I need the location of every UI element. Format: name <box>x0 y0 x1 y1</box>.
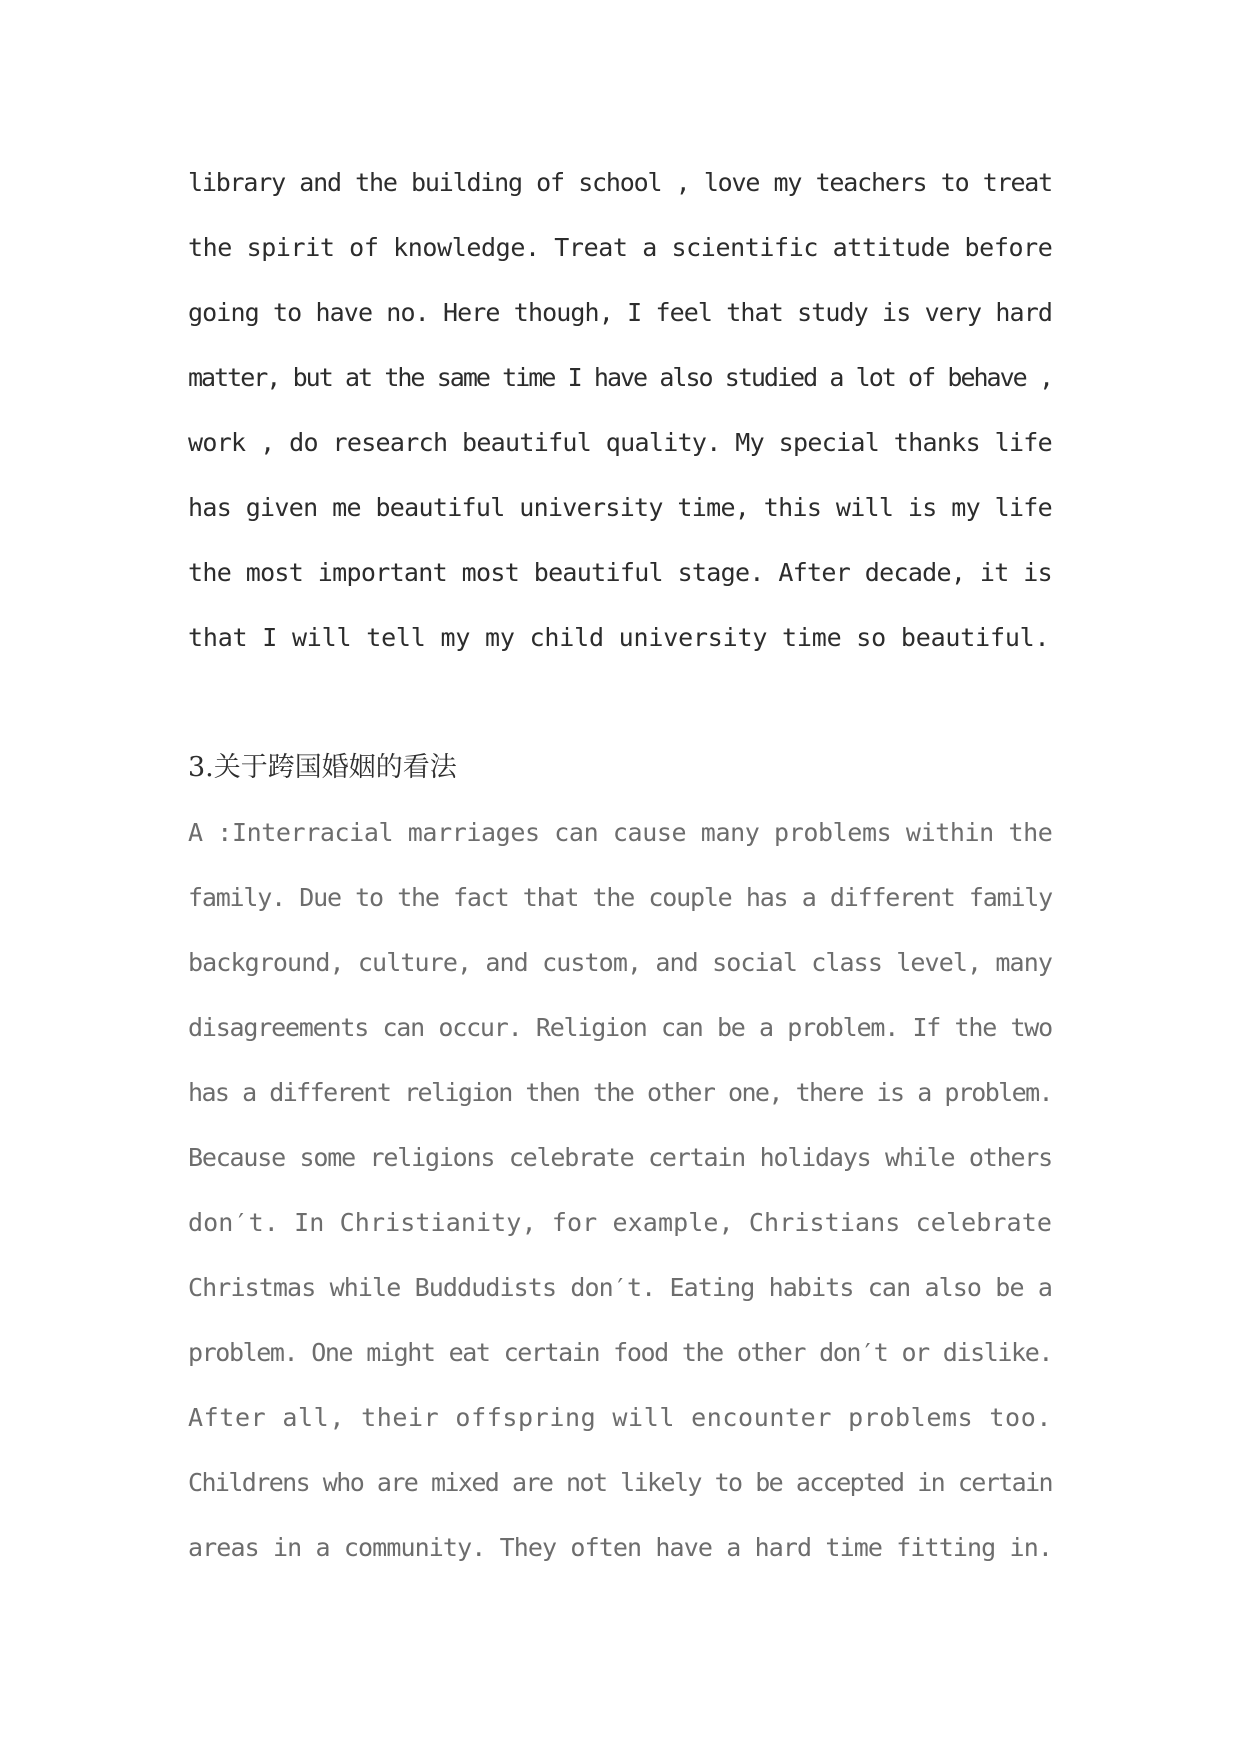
text-line: has a different religion then the other one, there is a problem. <box>188 1078 1052 1107</box>
text-line: family. Due to the fact that the couple has a different family <box>188 883 1052 912</box>
text-line: Because some religions celebrate certain holidays while others <box>188 1143 1052 1172</box>
paragraph-university-reflection <box>188 165 1052 685</box>
text-line: work , do research beautiful quality. My special thanks life <box>188 428 1052 457</box>
text-line: that I will tell my my child university time so beautiful. <box>188 623 1050 652</box>
text-line: don′t. In Christianity, for example, Christians celebrate <box>188 1208 1052 1237</box>
text-line: has given me beautiful university time, this will is my life <box>188 493 1052 522</box>
text-line: After all, their offspring will encounter problems too. <box>188 1403 1052 1432</box>
text-line: background, culture, and custom, and social class level, many <box>188 948 1052 977</box>
paragraph-interracial-marriage <box>188 815 1052 1595</box>
text-line: the most important most beautiful stage. After decade, it is <box>188 558 1052 587</box>
section-heading: 3.关于跨国婚姻的看法 <box>188 752 457 783</box>
text-line: going to have no. Here though, I feel that study is very hard <box>188 298 1052 327</box>
text-line: disagreements can occur. Religion can be a problem. If the two <box>188 1013 1052 1042</box>
text-line: library and the building of school , love my teachers to treat <box>188 168 1052 197</box>
text-line: areas in a community. They often have a hard time fitting in. <box>188 1533 1052 1562</box>
text-line: Christmas while Buddudists don′t. Eating habits can also be a <box>188 1273 1052 1302</box>
text-line: matter, but at the same time I have also studied a lot of behave , <box>188 363 1052 392</box>
text-line: A :Interracial marriages can cause many problems within the <box>188 818 1053 847</box>
text-line: problem. One might eat certain food the other don′t or dislike. <box>188 1338 1052 1367</box>
text-line: the spirit of knowledge. Treat a scientific attitude before <box>188 233 1053 262</box>
text-line: Childrens who are mixed are not likely to be accepted in certain <box>188 1468 1052 1497</box>
